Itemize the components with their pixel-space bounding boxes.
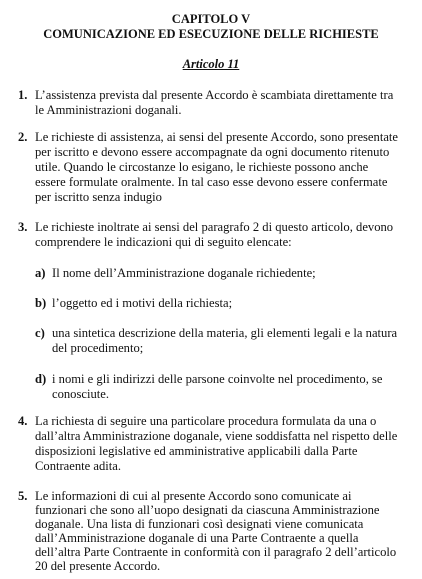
paragraph-line: disposizioni legislative ed amministrative applicabili dalla Parte (35, 444, 358, 458)
paragraph-number: 3. (18, 220, 28, 234)
paragraph-number: 4. (18, 414, 28, 428)
list-item-line: Il nome dell’Amministrazione doganale richiedente; (52, 266, 316, 280)
paragraph-line: le Amministrazioni doganali. (35, 103, 182, 117)
chapter-title: COMUNICAZIONE ED ESECUZIONE DELLE RICHIESTE (43, 27, 379, 41)
list-item-letter: c) (35, 326, 45, 340)
list-item-letter: b) (35, 296, 47, 310)
paragraph-line: dall’Amministrazione doganale di una Parte Contraente a quella (35, 531, 359, 545)
list-item-line: conosciute. (52, 387, 110, 401)
paragraph-line: 20 del presente Accordo. (35, 559, 161, 573)
paragraph-line: utile. Quando le circostanze lo esigano, le richieste possono anche (35, 160, 369, 174)
paragraph-line: La richiesta di seguire una particolare procedura formulata da una o (35, 414, 377, 428)
list-item-letter: a) (35, 266, 46, 280)
paragraph-line: doganale. Una lista di funzionari così designati viene comunicata (35, 517, 364, 531)
paragraph-number: 1. (18, 88, 28, 102)
list-item-line: l’oggetto ed i motivi della richiesta; (52, 296, 233, 310)
paragraph-line: Contraente adita. (35, 459, 122, 473)
paragraph-line: per iscritto senza indugio (35, 190, 162, 204)
list-item-line: i nomi e gli indirizzi delle parsone coinvolte nel procedimento, se (52, 372, 383, 386)
paragraph-line: comprendere le indicazioni qui di seguito elencate: (35, 235, 292, 249)
paragraph-line: dell’altra Parte Contraente in conformità con il paragrafo 2 dell’articolo (35, 545, 397, 559)
paragraph-line: Le richieste inoltrate ai sensi del paragrafo 2 di questo articolo, devono (35, 220, 394, 234)
list-item-letter: d) (35, 372, 47, 386)
chapter-number: CAPITOLO V (171, 12, 251, 26)
list-item-line: una sintetica descrizione della materia, gli elementi legali e la natura (52, 326, 398, 340)
article-heading: Articolo 11 (182, 57, 240, 71)
list-item-line: del procedimento; (52, 341, 144, 355)
paragraph-number: 2. (18, 130, 28, 144)
paragraph-line: per iscritto e devono essere accompagnate da ogni documento ritenuto (35, 145, 390, 159)
paragraph-line: Le richieste di assistenza, ai sensi del presente Accordo, sono presentate (35, 130, 398, 144)
paragraph-line: Le informazioni di cui al presente Accordo sono comunicate ai (35, 489, 352, 503)
paragraph-number: 5. (18, 489, 28, 503)
paragraph-line: funzionari che sono all’uopo designati da ciascuna Amministrazione (35, 503, 380, 517)
paragraph-line: essere formulate oralmente. In tal caso esse devono essere confermate (35, 175, 388, 189)
paragraph-line: dall’altra Amministrazione doganale, viene soddisfatta nel rispetto delle (35, 429, 398, 443)
paragraph-line: L’assistenza prevista dal presente Accordo è scambiata direttamente tra (35, 88, 394, 102)
